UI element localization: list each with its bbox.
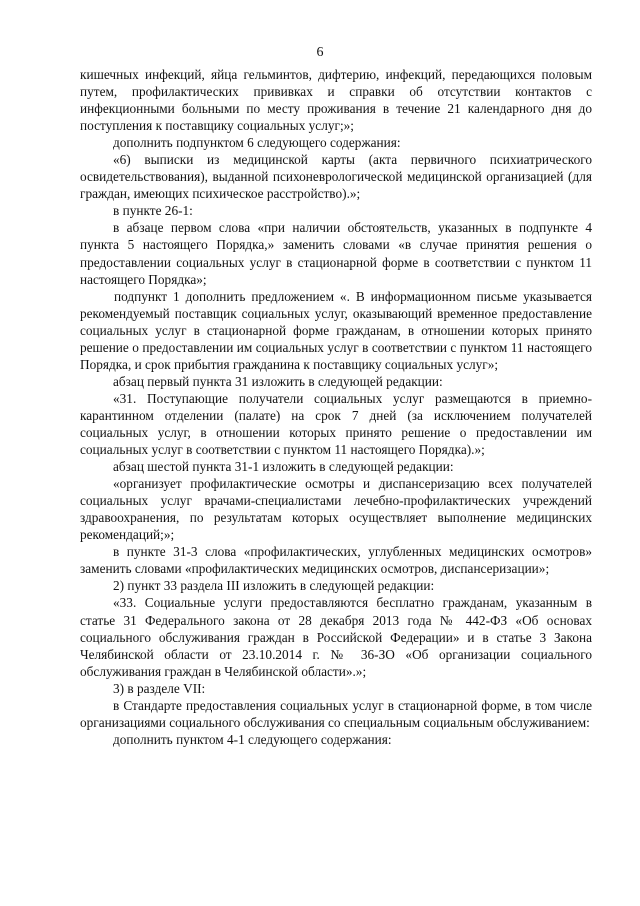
paragraph: 2) пункт 33 раздела III изложить в следующей редакции: bbox=[113, 578, 435, 594]
paragraph: в абзаце первом слова «при наличии обстоятельств, указанных в подпункте 4 пункта 5 настоящего Порядка,» заменить словами «в случае принятия решения о предоставлении социальных услуг в стационарной форме в соответствии с пунктом 11 настоящего Порядка»; bbox=[80, 220, 592, 287]
paragraph: «организует профилактические осмотры и диспансеризацию всех получателей социальных услуг врачами-специалистами лечебно-профилактических учреждений здравоохранения, по результатам которых осуществляет выполнение медицинских рекомендаций;»; bbox=[80, 476, 592, 543]
paragraph: 3) в разделе VII: bbox=[113, 680, 206, 696]
paragraph: абзац шестой пункта 31-1 изложить в следующей редакции: bbox=[113, 459, 454, 475]
document-body bbox=[80, 66, 592, 748]
paragraph: «31. Поступающие получатели социальных услуг размещаются в приемно-карантинном отделении (палате) на срок 7 дней (за исключением получателей социальных услуг, в отношении которых принято решение о предоставлении им социальных услуг в соответствии с пунктом 11 настоящего Порядка).»; bbox=[80, 390, 592, 458]
paragraph: дополнить пунктом 4-1 следующего содержания: bbox=[113, 731, 392, 747]
paragraph: «6) выписки из медицинской карты (акта первичного психиатрического освидетельствования), выданной психоневрологической медицинской организацией (для граждан, имеющих психическое расстройство).»; bbox=[80, 152, 592, 202]
paragraph: дополнить подпунктом 6 следующего содержания: bbox=[113, 135, 401, 151]
page-number: 6 bbox=[316, 45, 324, 60]
paragraph: «33. Социальные услуги предоставляются бесплатно гражданам, указанным в статье 31 Федерального закона от 28 декабря 2013 года № 442-ФЗ «Об основах социального обслуживания граждан в Российской Федерации» и в статье 3 Закона Челябинской области от 23.10.2014 г. № 36-ЗО «Об организации социального обслуживания граждан в Челябинской области».»; bbox=[80, 595, 592, 679]
paragraph: в пункте 26-1: bbox=[113, 203, 193, 219]
paragraph: абзац первый пункта 31 изложить в следующей редакции: bbox=[113, 373, 443, 389]
paragraph: подпункт 1 дополнить предложением «. В информационном письме указывается рекомендуемый поставщик социальных услуг, оказывающий временное предоставление социальных услуг в стационарной форме гражданам, в отношении которых принято решение о предоставлении им социальных услуг в соответствии с пунктом 11 настоящего Порядка, и срок прибытия гражданина к поставщику социальных услуг»; bbox=[80, 288, 592, 372]
paragraph: в Стандарте предоставления социальных услуг в стационарной форме, в том числе организациями социального обслуживания со специальным социальным обслуживанием: bbox=[80, 697, 592, 730]
paragraph: в пункте 31-3 слова «профилактических, углубленных медицинских осмотров» заменить словами «профилактических медицинских осмотров, диспансеризации»; bbox=[80, 544, 592, 577]
paragraph: кишечных инфекций, яйца гельминтов, дифтерию, инфекций, передающихся половым путем, профилактических прививках и справки об отсутствии контактов с инфекционными больными по месту проживания в течение 21 календарного дня до поступления к поставщику социальных услуг;»; bbox=[80, 67, 592, 134]
